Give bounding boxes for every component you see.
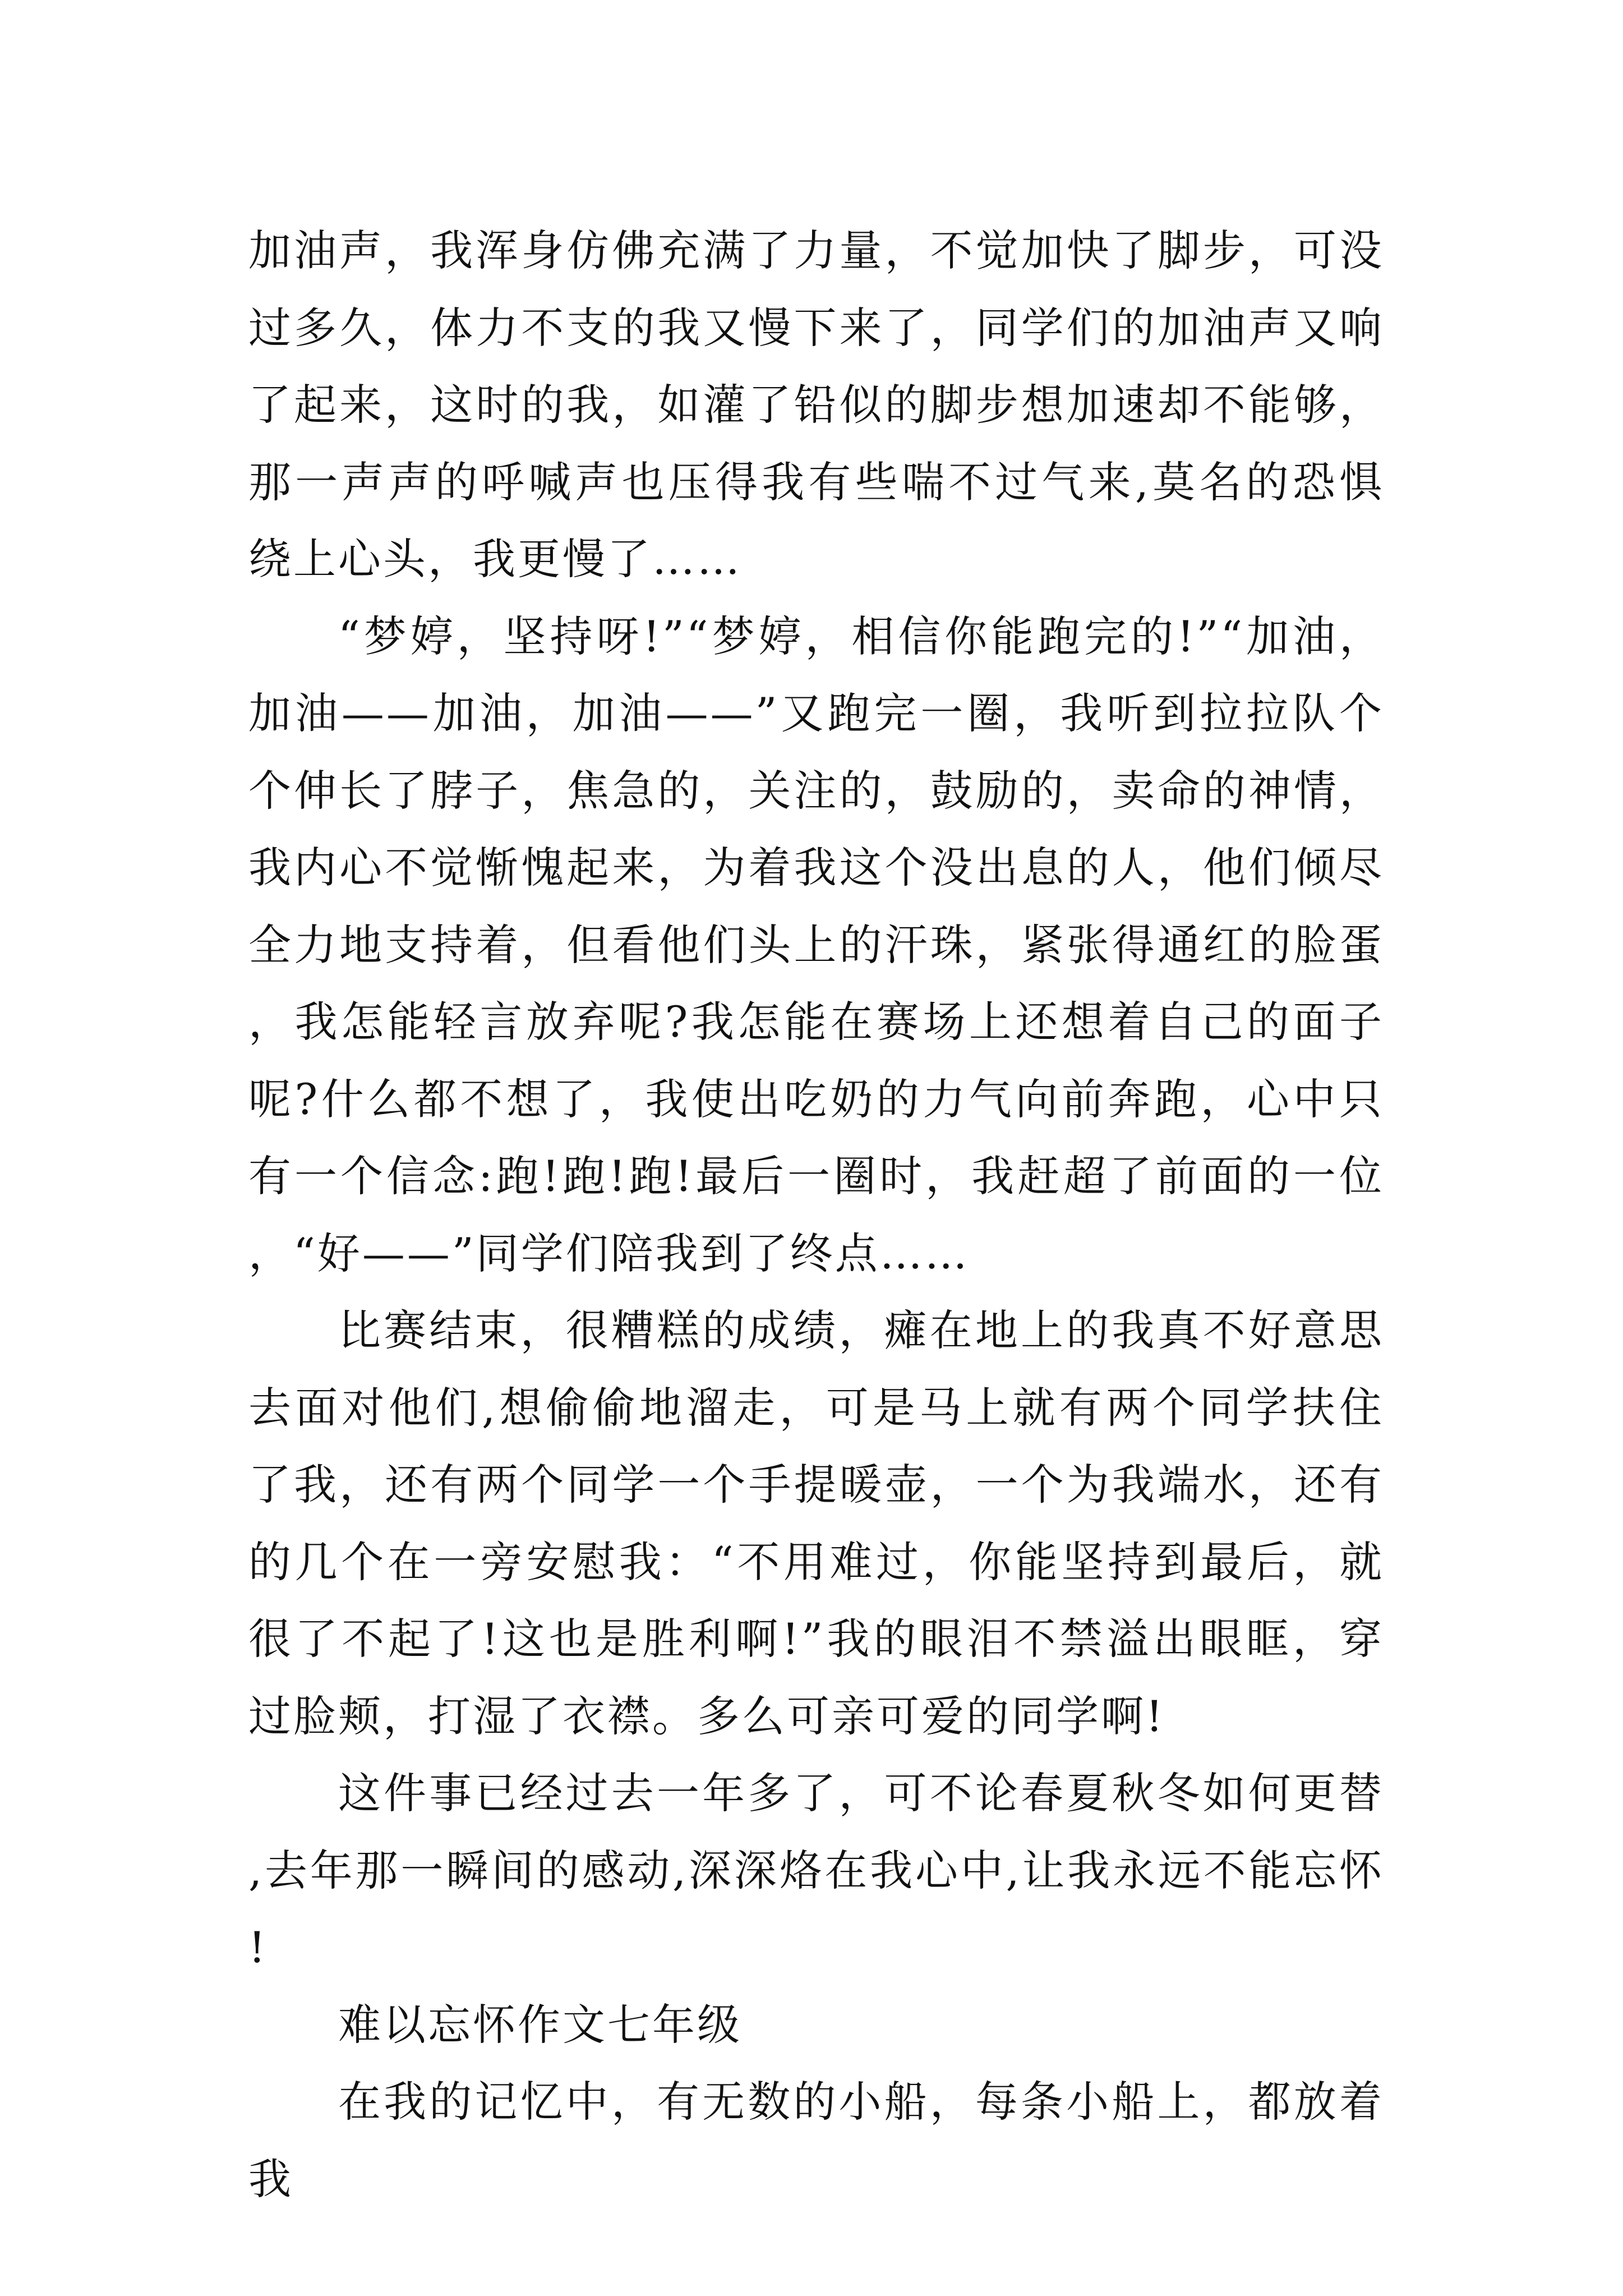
- paragraph-5: 在我的记忆中，有无数的小船，每条小船上，都放着我: [248, 2077, 1384, 2204]
- paragraph-2: “梦婷，坚持呀!”“梦婷，相信你能跑完的!”“加油，加油——加油，加油——”又跑完一圈，我听到拉拉队个个伸长了脖子，焦急的，关注的，鼓励的，卖命的神情，我内心不觉惭愧起来，为着我这个没出息的人，他们倾尽全力地支持着，但看他们头上的汗珠，紧张得通红的脸蛋，我怎能轻言放弃呢?我怎能在赛场上还想着自己的面子呢?什么都不想了，我使出吃奶的力气向前奔跑，心中只有一个信念:跑!跑!跑!最后一圈时，我赶超了前面的一位，“好——”同学们陪我到了终点……: [248, 611, 1384, 1278]
- paragraph-1: 加油声，我浑身仿佛充满了力量，不觉加快了脚步，可没过多久，体力不支的我又慢下来了，同学们的加油声又响了起来，这时的我，如灌了铅似的脚步想加速却不能够，那一声声的呼喊声也压得我有些喘不过气来,莫名的恐惧绕上心头，我更慢了……: [248, 226, 1384, 584]
- essay-body: [248, 212, 1384, 2217]
- section-title: 难以忘怀作文七年级: [338, 1999, 742, 2050]
- paragraph-4: 这件事已经过去一年多了，可不论春夏秋冬如何更替,去年那一瞬间的感动,深深烙在我心中,让我永远不能忘怀!: [248, 1768, 1384, 1972]
- paragraph-3: 比赛结束，很糟糕的成绩，瘫在地上的我真不好意思去面对他们,想偷偷地溜走，可是马上就有两个同学扶住了我，还有两个同学一个手提暖壶，一个为我端水，还有的几个在一旁安慰我：“不用难过，你能坚持到最后，就很了不起了!这也是胜利啊!”我的眼泪不禁溢出眼眶，穿过脸颊，打湿了衣襟。多么可亲可爱的同学啊!: [248, 1305, 1384, 1741]
